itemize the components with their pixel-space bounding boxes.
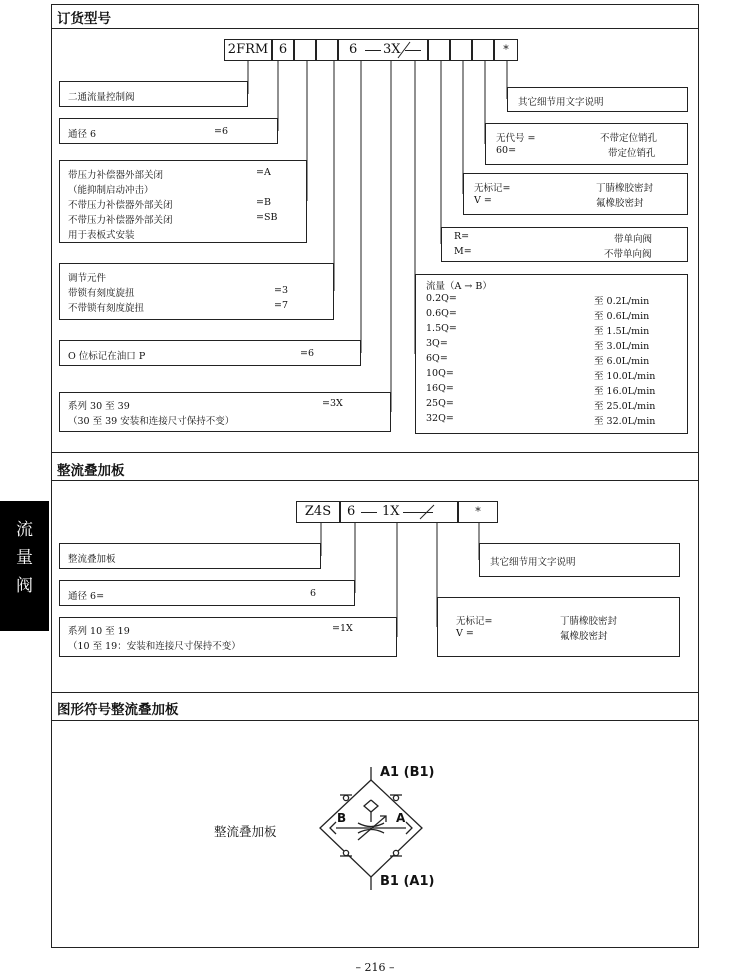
box-note: （30 至 39 安装和连接尺寸保持不变）	[68, 416, 235, 427]
flow-range: 至 6.0L/min	[594, 356, 650, 367]
flow-code: 25Q=	[426, 398, 454, 409]
flow-range: 至 25.0L/min	[594, 401, 656, 412]
box-value: =1X	[332, 623, 353, 634]
flow-range: 至 3.0L/min	[594, 341, 650, 352]
port-label-top: A1 (B1)	[380, 765, 435, 780]
flow-code: 6Q=	[426, 353, 448, 364]
flow-header: 流量（A → B）	[426, 281, 492, 292]
row-value: 带定位销孔	[608, 148, 656, 159]
row-value: =B	[256, 197, 271, 208]
box-label: 通径 6=	[68, 591, 105, 602]
row-value: 丁腈橡胶密封	[560, 616, 618, 627]
row-label: （能抑制启动冲击）	[68, 185, 154, 196]
row-label: 调节元件	[68, 273, 107, 284]
rectifier-symbol	[320, 767, 422, 890]
flow-range: 至 10.0L/min	[594, 371, 656, 382]
flow-range: 至 0.6L/min	[594, 311, 650, 322]
box-label: 通径 6	[68, 129, 97, 140]
code-series: 3X	[383, 42, 401, 57]
symbol-label: 整流叠加板	[214, 824, 277, 839]
code-cell-star: *	[458, 501, 498, 523]
box-value: =6	[214, 126, 229, 137]
code-cell-model: Z4S	[296, 501, 340, 523]
box-label: 其它细节用文字说明	[518, 97, 604, 108]
flow-range: 至 32.0L/min	[594, 416, 656, 427]
port-label-bottom: B1 (A1)	[380, 874, 435, 889]
flow-code: 16Q=	[426, 383, 454, 394]
flow-code: 32Q=	[426, 413, 454, 424]
row-label: 无标记=	[456, 616, 493, 627]
row-label: V =	[474, 195, 492, 206]
row-label: 60=	[496, 145, 517, 156]
section-title-rectifier-plate: 整流叠加板	[57, 463, 125, 479]
port-label-right: A	[396, 811, 406, 825]
box-label: O 位标记在油口 P	[68, 351, 146, 362]
flow-code: 3Q=	[426, 338, 448, 349]
box-label: 其它细节用文字说明	[490, 557, 576, 568]
section-title-order-code: 订货型号	[57, 11, 111, 27]
flow-code: 0.2Q=	[426, 293, 457, 304]
code-size: 6	[347, 504, 356, 519]
row-value: 氟橡胶密封	[560, 631, 608, 642]
side-tab-char: 量	[16, 548, 33, 568]
box-label: 系列 30 至 39	[68, 401, 130, 412]
code-series: 1X	[382, 504, 400, 519]
row-value: =SB	[256, 212, 278, 223]
flow-code: 0.6Q=	[426, 308, 457, 319]
port-label-left: B	[337, 811, 347, 825]
side-tab-char: 流	[16, 520, 33, 540]
page-number: – 216 –	[355, 961, 395, 974]
row-label: 用于表板式安装	[68, 230, 135, 241]
side-tab-char: 阀	[16, 576, 33, 596]
row-label: 无标记=	[474, 183, 511, 194]
box-label: 二通流量控制阀	[68, 92, 135, 103]
box-value: 6	[310, 588, 317, 599]
row-label: 带锁有刻度旋扭	[68, 288, 135, 299]
section-title-symbol: 图形符号整流叠加板	[57, 702, 179, 718]
row-value: =A	[256, 167, 271, 178]
box-value: =3X	[322, 398, 343, 409]
code-cell-star: *	[494, 39, 518, 61]
code-size2: 6	[349, 42, 358, 57]
row-label: R=	[454, 231, 470, 242]
box-label: 系列 10 至 19	[68, 626, 130, 637]
box-note: （10 至 19：安装和连接尺寸保持不变）	[68, 641, 241, 652]
code-cell-size: 6	[272, 39, 294, 61]
row-label: V =	[456, 628, 474, 639]
row-label: 不带压力补偿器外部关闭	[68, 200, 173, 211]
flow-code: 10Q=	[426, 368, 454, 379]
row-value: 不带单向阀	[604, 249, 652, 260]
row-label: 带压力补偿器外部关闭	[68, 170, 164, 181]
row-value: 氟橡胶密封	[596, 198, 644, 209]
row-label: 无代号 =	[496, 133, 536, 144]
row-value: 不带定位销孔	[600, 133, 658, 144]
flow-range: 至 16.0L/min	[594, 386, 656, 397]
flow-code: 1.5Q=	[426, 323, 457, 334]
row-label: 不带压力补偿器外部关闭	[68, 215, 173, 226]
box-value: =6	[300, 348, 315, 359]
row-value: =3	[274, 285, 289, 296]
code-cell-model: 2FRM	[224, 39, 272, 61]
flow-range: 至 0.2L/min	[594, 296, 650, 307]
box-label: 整流叠加板	[68, 554, 116, 565]
row-value: 丁腈橡胶密封	[596, 183, 654, 194]
flow-range: 至 1.5L/min	[594, 326, 650, 337]
row-label: 不带锁有刻度旋扭	[68, 303, 145, 314]
row-value: =7	[274, 300, 289, 311]
row-value: 带单向阀	[614, 234, 653, 245]
row-label: M=	[454, 246, 472, 257]
